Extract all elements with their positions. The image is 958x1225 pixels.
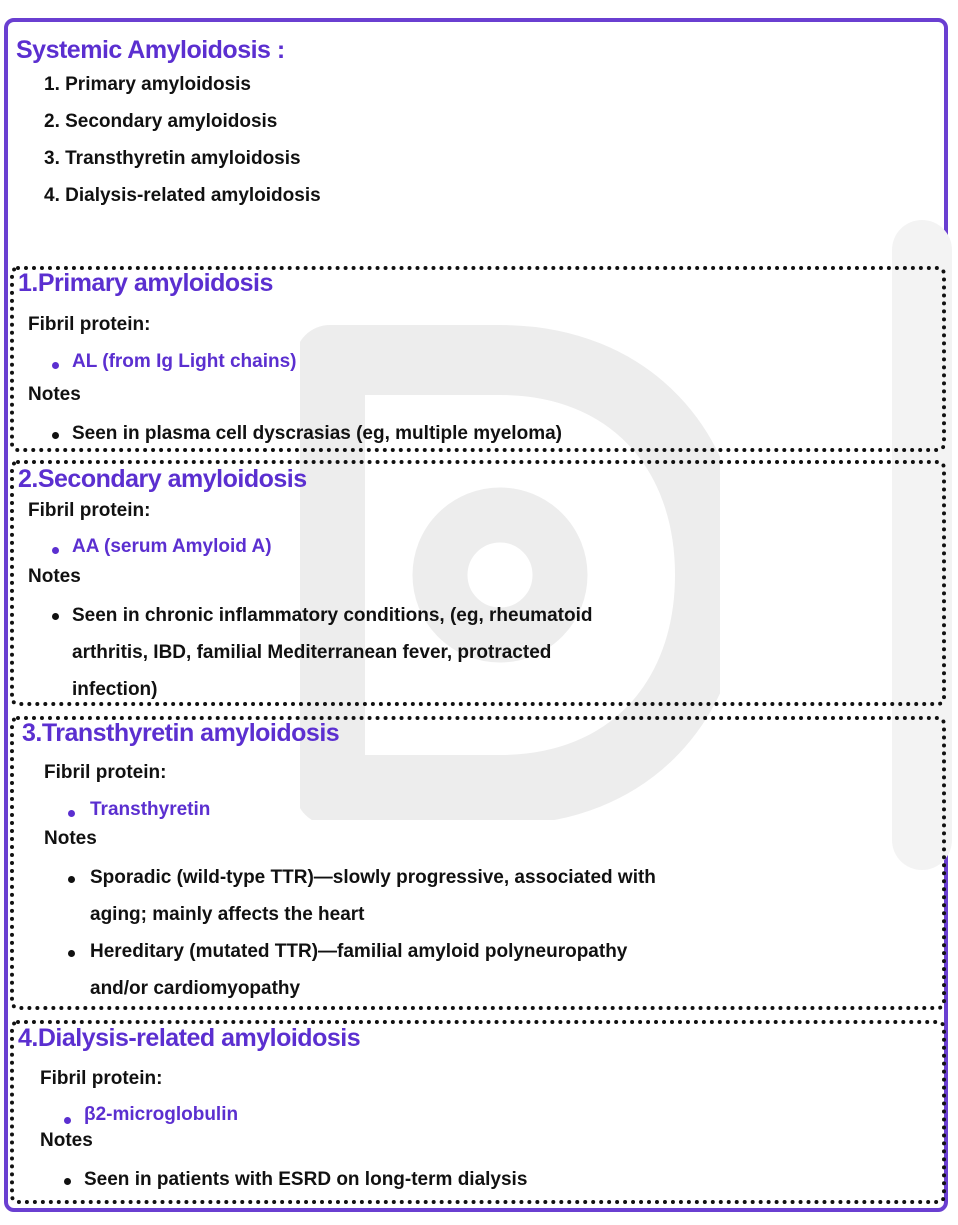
toc-item: 1. Primary amyloidosis — [44, 74, 251, 95]
section-title: 4.Dialysis-related amyloidosis — [18, 1024, 361, 1052]
toc-list — [44, 66, 321, 214]
notes-label: Notes — [28, 566, 81, 587]
bullet — [52, 613, 59, 620]
note-line: aging; mainly affects the heart — [90, 904, 365, 925]
page-title: Systemic Amyloidosis : — [16, 36, 285, 64]
notes-label: Notes — [28, 384, 81, 405]
note-line: Seen in chronic inflammatory conditions, (eg, rheumatoid — [72, 605, 593, 626]
note-line: and/or cardiomyopathy — [90, 978, 301, 999]
fibril-value: Transthyretin — [90, 799, 211, 820]
note-line: Seen in patients with ESRD on long-term dialysis — [84, 1169, 528, 1190]
bullet — [68, 950, 75, 957]
notes-label: Notes — [44, 828, 97, 849]
bullet — [52, 362, 59, 369]
bullet — [64, 1117, 71, 1124]
fibril-label: Fibril protein: — [28, 314, 151, 335]
bullet — [68, 810, 75, 817]
note-line: infection) — [72, 679, 158, 700]
bullet — [52, 547, 59, 554]
fibril-value: β2-microglobulin — [84, 1104, 239, 1125]
fibril-label: Fibril protein: — [40, 1068, 163, 1089]
bullet — [64, 1178, 71, 1185]
section-title: 1.Primary amyloidosis — [18, 269, 273, 297]
toc-item: 3. Transthyretin amyloidosis — [44, 148, 301, 169]
toc-item: 4. Dialysis-related amyloidosis — [44, 185, 321, 206]
bullet — [52, 432, 59, 439]
notes-label: Notes — [40, 1130, 93, 1151]
note-line: arthritis, IBD, familial Mediterranean fever, protracted — [72, 642, 552, 663]
note-line: Sporadic (wild-type TTR)—slowly progressive, associated with — [90, 867, 656, 888]
fibril-value: AL (from Ig Light chains) — [72, 351, 297, 372]
fibril-label: Fibril protein: — [44, 762, 167, 783]
note-line: Seen in plasma cell dyscrasias (eg, multiple myeloma) — [72, 423, 562, 444]
toc-item: 2. Secondary amyloidosis — [44, 111, 278, 132]
section-title: 3.Transthyretin amyloidosis — [22, 719, 340, 747]
fibril-value: AA (serum Amyloid A) — [72, 536, 272, 557]
bullet — [68, 876, 75, 883]
section-title: 2.Secondary amyloidosis — [18, 465, 307, 493]
note-line: Hereditary (mutated TTR)—familial amyloid polyneuropathy — [90, 941, 628, 962]
fibril-label: Fibril protein: — [28, 500, 151, 521]
